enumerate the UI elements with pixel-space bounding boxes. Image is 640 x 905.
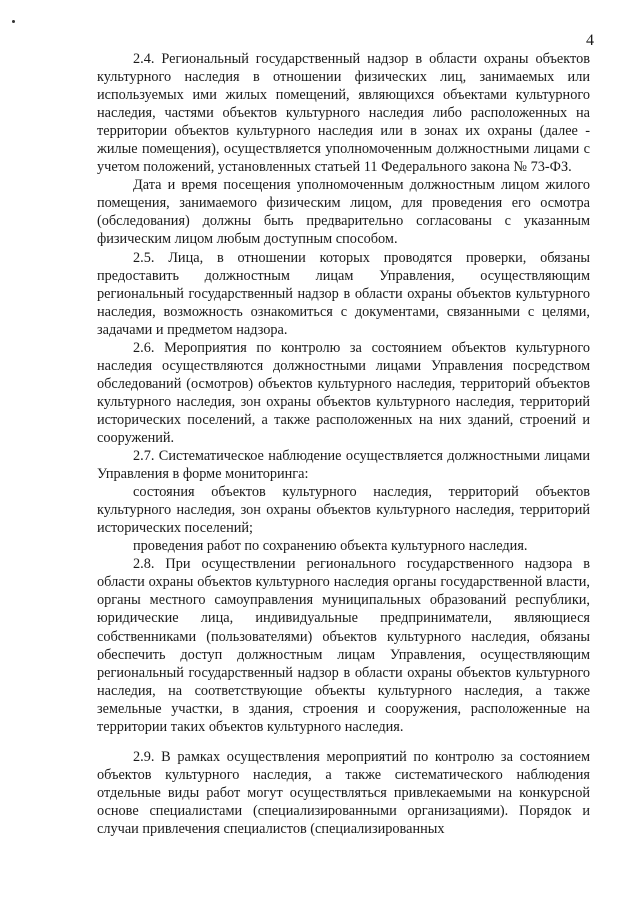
paragraph-2-9: 2.9. В рамках осуществления мероприятий по контролю за состоянием объектов культурного наследия, а также систематического наблюдения отдельные виды работ могут осуществляться привлекаемыми на конкурсной основе специалистами (специализированными организациями). Порядок и случаи привлечения специалистов (специализированных — [97, 748, 590, 837]
page-number: 4 — [586, 32, 594, 49]
paragraph-monitoring-works: проведения работ по сохранению объекта культурного наследия. — [133, 538, 528, 555]
paragraph-visit-date: Дата и время посещения уполномоченным должностным лицом жилого помещения, занимаемого физическим лицом, для проведения его осмотра (обследования) должны быть предварительно согласованы с указанным физическим лицом любым доступным способом. — [97, 177, 590, 248]
paragraph-2-5: 2.5. Лица, в отношении которых проводятся проверки, обязаны предоставить должностным лицам Управления, осуществляющим региональный государственный надзор в области охраны объектов культурного наследия, возможность ознакомиться с документами, связанными с целями, задачами и предметом надзора. — [97, 249, 590, 338]
paragraph-2-7: 2.7. Систематическое наблюдение осуществляется должностными лицами Управления в форме мониторинга: — [97, 448, 590, 483]
paragraph-2-8: 2.8. При осуществлении регионального государственного надзора в области охраны объектов культурного наследия органы государственной власти, органы местного самоуправления муниципальных образований республики, юридические лица, индивидуальные предприниматели, являющиеся собственниками (пользователями) объектов культурного наследия, обязаны обеспечить доступ должностным лицам Управления, осуществляющим региональный государственный надзор в области охраны объектов культурного наследия, на соответствующие объекты культурного наследия, а также земельные участки, в здания, строения и сооружения, расположенные на территории таких объектов культурного наследия. — [97, 556, 590, 735]
document-body — [97, 50, 590, 838]
paragraph-2-6: 2.6. Мероприятия по контролю за состоянием объектов культурного наследия осуществляются должностными лицами Управления посредством обследований (осмотров) объектов культурного наследия, территорий объектов культурного наследия, зон охраны объектов культурного наследия, территорий исторических поселений, а также расположенных на них зданий, строений и сооружений. — [97, 339, 590, 446]
paragraph-2-4: 2.4. Региональный государственный надзор в области охраны объектов культурного наследия в отношении физических лиц, занимаемых или используемых ими жилых помещений, являющихся объектами культурного наследия, частями объектов культурного наследия либо расположенных на территории объектов культурного наследия или в зонах их охраны (далее - жилые помещения), осуществляется уполномоченным должностными лицами с учетом положений, установленных статьей 11 Федерального закона № 73-ФЗ. — [97, 51, 590, 176]
scan-speck — [12, 20, 15, 23]
paragraph-monitoring-state: состояния объектов культурного наследия, территорий объектов культурного наследия, зон охраны объектов культурного наследия, территорий исторических поселений; — [97, 484, 590, 537]
